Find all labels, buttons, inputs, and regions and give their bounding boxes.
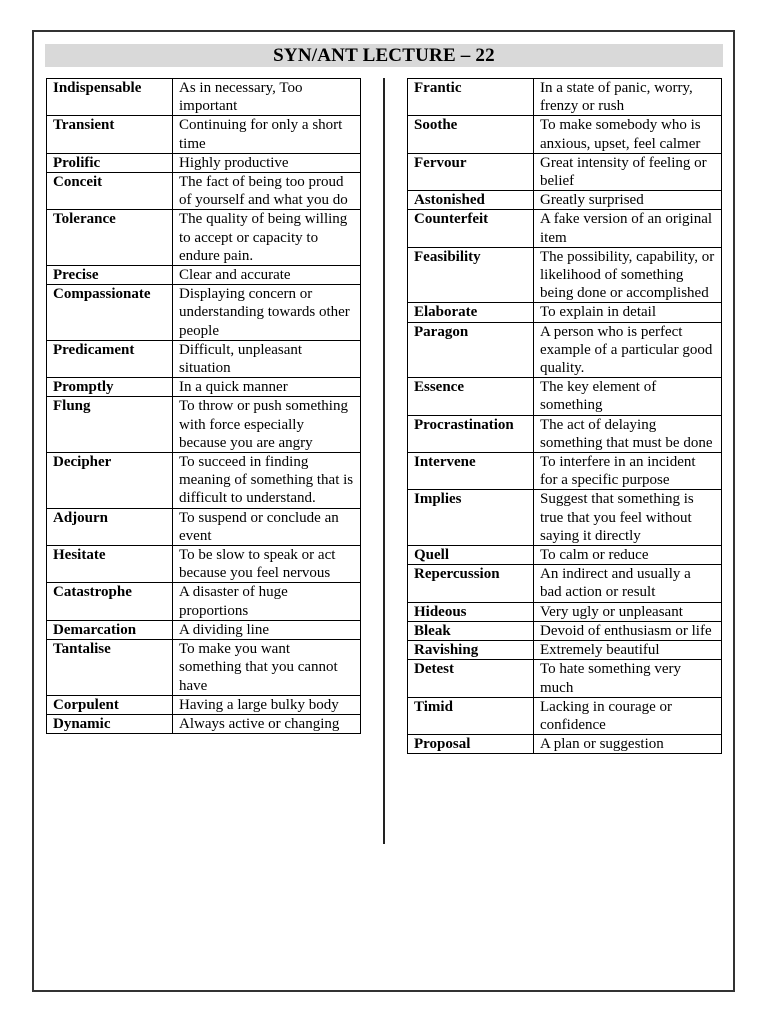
- vocab-word: Promptly: [47, 378, 173, 397]
- vocab-word: Prolific: [47, 153, 173, 172]
- table-row: [408, 697, 722, 734]
- table-row: [408, 660, 722, 697]
- table-row: [408, 621, 722, 640]
- table-row: [408, 303, 722, 322]
- vocab-word: Soothe: [408, 116, 534, 153]
- vocab-meaning: Very ugly or unpleasant: [534, 602, 722, 621]
- vocab-word: Precise: [47, 266, 173, 285]
- vocab-meaning: To hate something very much: [534, 660, 722, 697]
- vocab-meaning: An indirect and usually a bad action or result: [534, 565, 722, 602]
- vocab-word: Feasibility: [408, 247, 534, 303]
- vocab-meaning: To make somebody who is anxious, upset, feel calmer: [534, 116, 722, 153]
- vocab-word: Hesitate: [47, 546, 173, 583]
- table-row: [47, 453, 361, 509]
- table-row: [47, 153, 361, 172]
- vocab-word: Quell: [408, 546, 534, 565]
- vocab-meaning: To suspend or conclude an event: [173, 508, 361, 545]
- vocab-meaning: In a state of panic, worry, frenzy or rush: [534, 79, 722, 116]
- vocab-word: Astonished: [408, 191, 534, 210]
- vocab-meaning: The key element of something: [534, 378, 722, 415]
- vocab-meaning: Extremely beautiful: [534, 641, 722, 660]
- vocab-word: Proposal: [408, 735, 534, 754]
- vocab-meaning: The act of delaying something that must be done: [534, 415, 722, 452]
- vocab-word: Bleak: [408, 621, 534, 640]
- vocab-meaning: In a quick manner: [173, 378, 361, 397]
- table-row: [408, 191, 722, 210]
- vocab-word: Demarcation: [47, 620, 173, 639]
- vocab-meaning: As in necessary, Too important: [173, 79, 361, 116]
- table-row: [47, 116, 361, 153]
- table-row: [47, 378, 361, 397]
- vocab-meaning: To interfere in an incident for a specific purpose: [534, 453, 722, 490]
- vocab-word: Compassionate: [47, 285, 173, 341]
- table-row: [47, 340, 361, 377]
- table-row: [408, 322, 722, 378]
- table-row: [408, 735, 722, 754]
- vocab-meaning: A disaster of huge proportions: [173, 583, 361, 620]
- table-row: [408, 116, 722, 153]
- vocab-table-left: [46, 78, 361, 734]
- vocab-meaning: Always active or changing: [173, 714, 361, 733]
- vocab-word: Timid: [408, 697, 534, 734]
- table-row: [47, 508, 361, 545]
- vocab-meaning: Continuing for only a short time: [173, 116, 361, 153]
- column-divider: [383, 78, 385, 844]
- vocab-word: Procrastination: [408, 415, 534, 452]
- vocab-meaning: To explain in detail: [534, 303, 722, 322]
- page-title: SYN/ANT LECTURE – 22: [45, 44, 723, 67]
- table-row: [47, 714, 361, 733]
- vocab-meaning: The quality of being willing to accept or capacity to endure pain.: [173, 210, 361, 266]
- vocab-word: Elaborate: [408, 303, 534, 322]
- vocab-meaning: To be slow to speak or act because you feel nervous: [173, 546, 361, 583]
- vocab-word: Tantalise: [47, 640, 173, 696]
- vocab-meaning: To succeed in finding meaning of something that is difficult to understand.: [173, 453, 361, 509]
- vocab-word: Corpulent: [47, 695, 173, 714]
- vocab-table-right-body: [408, 79, 722, 754]
- vocab-word: Tolerance: [47, 210, 173, 266]
- table-row: [47, 546, 361, 583]
- table-row: [408, 546, 722, 565]
- vocab-meaning: A fake version of an original item: [534, 210, 722, 247]
- vocab-word: Conceit: [47, 173, 173, 210]
- vocab-meaning: To make you want something that you cannot have: [173, 640, 361, 696]
- vocab-meaning: Difficult, unpleasant situation: [173, 340, 361, 377]
- vocab-meaning: Devoid of enthusiasm or life: [534, 621, 722, 640]
- table-row: [408, 153, 722, 190]
- vocab-meaning: The possibility, capability, or likelihood of something being done or accomplished: [534, 247, 722, 303]
- vocab-word: Adjourn: [47, 508, 173, 545]
- table-row: [47, 79, 361, 116]
- table-row: [47, 210, 361, 266]
- vocab-word: Catastrophe: [47, 583, 173, 620]
- vocab-meaning: Suggest that something is true that you feel without saying it directly: [534, 490, 722, 546]
- table-row: [47, 620, 361, 639]
- table-row: [408, 210, 722, 247]
- vocab-word: Detest: [408, 660, 534, 697]
- table-row: [408, 79, 722, 116]
- vocab-word: Paragon: [408, 322, 534, 378]
- table-row: [47, 583, 361, 620]
- table-row: [47, 266, 361, 285]
- table-row: [47, 695, 361, 714]
- table-row: [408, 378, 722, 415]
- vocab-word: Indispensable: [47, 79, 173, 116]
- table-row: [47, 640, 361, 696]
- table-row: [47, 397, 361, 453]
- table-row: [47, 173, 361, 210]
- vocab-word: Counterfeit: [408, 210, 534, 247]
- table-row: [47, 285, 361, 341]
- vocab-meaning: Clear and accurate: [173, 266, 361, 285]
- table-row: [408, 602, 722, 621]
- vocab-meaning: A person who is perfect example of a particular good quality.: [534, 322, 722, 378]
- vocab-word: Intervene: [408, 453, 534, 490]
- table-row: [408, 415, 722, 452]
- vocab-word: Predicament: [47, 340, 173, 377]
- vocab-word: Decipher: [47, 453, 173, 509]
- vocab-meaning: Lacking in courage or confidence: [534, 697, 722, 734]
- vocab-word: Ravishing: [408, 641, 534, 660]
- vocab-meaning: Having a large bulky body: [173, 695, 361, 714]
- vocab-word: Transient: [47, 116, 173, 153]
- vocab-word: Frantic: [408, 79, 534, 116]
- table-row: [408, 247, 722, 303]
- vocab-meaning: Greatly surprised: [534, 191, 722, 210]
- vocab-table-right: [407, 78, 722, 754]
- table-row: [408, 565, 722, 602]
- vocab-word: Repercussion: [408, 565, 534, 602]
- vocab-meaning: Highly productive: [173, 153, 361, 172]
- vocab-meaning: To throw or push something with force especially because you are angry: [173, 397, 361, 453]
- table-row: [408, 453, 722, 490]
- vocab-word: Dynamic: [47, 714, 173, 733]
- table-row: [408, 490, 722, 546]
- vocab-meaning: Displaying concern or understanding towards other people: [173, 285, 361, 341]
- vocab-word: Flung: [47, 397, 173, 453]
- vocab-word: Implies: [408, 490, 534, 546]
- vocab-meaning: Great intensity of feeling or belief: [534, 153, 722, 190]
- vocab-word: Hideous: [408, 602, 534, 621]
- table-row: [408, 641, 722, 660]
- vocab-word: Fervour: [408, 153, 534, 190]
- vocab-meaning: The fact of being too proud of yourself and what you do: [173, 173, 361, 210]
- vocab-word: Essence: [408, 378, 534, 415]
- vocab-meaning: A dividing line: [173, 620, 361, 639]
- vocab-meaning: To calm or reduce: [534, 546, 722, 565]
- vocab-table-left-body: [47, 79, 361, 734]
- vocab-meaning: A plan or suggestion: [534, 735, 722, 754]
